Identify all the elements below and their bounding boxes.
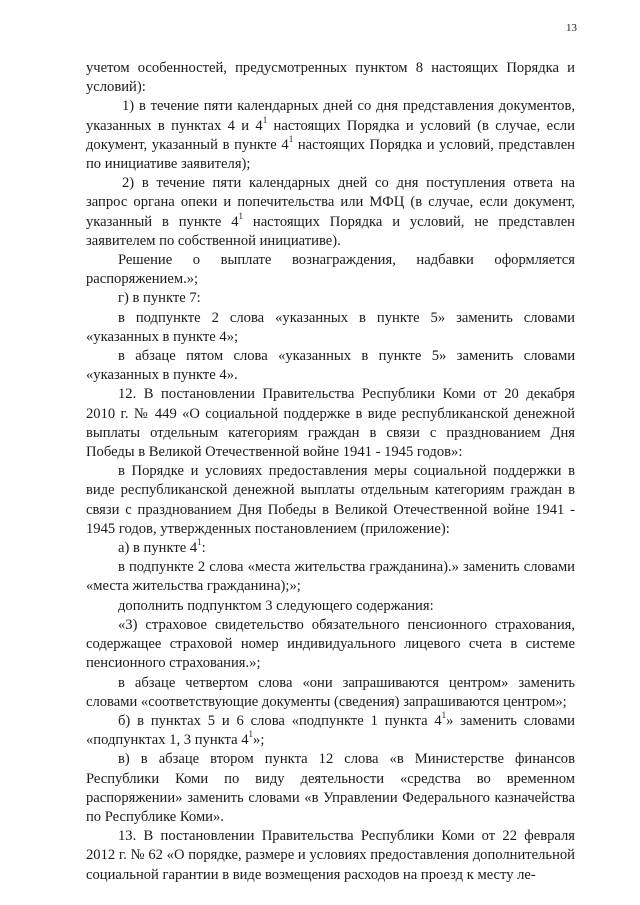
superscript: 1 (288, 133, 294, 144)
paragraph (86, 597, 575, 616)
paragraph (86, 97, 575, 174)
paragraph-text: в подпункте 2 слова «указанных в пункте 5» заменить словами «указанных в пункте 4»; (86, 309, 575, 345)
paragraph-text: б) в пунктах 5 и 6 слова «подпункте 1 пункта 4 (118, 712, 442, 729)
paragraph (86, 558, 575, 596)
superscript: 1 (197, 537, 202, 548)
paragraph-text: 2) в течение пяти календарных дней со дня поступления ответа на запрос органа опеки и попечительства или МФЦ (в случае, если документ, указанный в пункте 4 (86, 175, 575, 230)
paragraph (86, 616, 575, 674)
paragraph-text: » заменить словами «подпунктах 1, 3 пункта 4 (86, 712, 575, 749)
paragraph-text: 1) в течение пяти календарных дней со дня представления документов, указанных в пунктах 4 и 4 (86, 98, 575, 134)
paragraph-text: а) в пункте 4 (118, 540, 198, 557)
paragraph-text: учетом особенностей, предусмотренных пунктом 8 настоящих Порядка и условий): (86, 60, 575, 96)
paragraph (86, 59, 575, 97)
paragraph (86, 462, 575, 539)
paragraph-text: 13. В постановлении Правительства Республики Коми от 22 февраля 2012 г. № 62 «О порядке, размере и условиях предоставления дополнительной социальной гарантии в виде возмещения расходов на проезд к месту ле- (86, 828, 575, 883)
paragraph-text: в абзаце пятом слова «указанных в пункте 5» заменить словами «указанных в пункте 4». (86, 348, 575, 384)
paragraph (86, 674, 575, 712)
superscript: 1 (441, 710, 447, 721)
paragraph (86, 385, 575, 462)
page-number: 13 (566, 22, 577, 34)
paragraph-text: «3) страховое свидетельство обязательного пенсионного страхования, содержащее страховой номер индивидуального лицевого счета в системе пенсионного страхования.»; (86, 616, 575, 672)
paragraph-text: в абзаце четвертом слова «они запрашиваются центром» заменить словами «соответствующие документы (сведения) запрашиваются центром»; (86, 674, 575, 710)
superscript: 1 (248, 729, 254, 740)
paragraph-text: дополнить подпунктом 3 следующего содержания: (118, 597, 434, 614)
paragraph-text: »; (253, 732, 265, 749)
document-body (86, 59, 575, 885)
paragraph (86, 712, 575, 750)
paragraph-text: настоящих Порядка и условий (в случае, если документ, указанный в пункте 4 (86, 117, 575, 153)
paragraph-text: : (201, 540, 206, 557)
paragraph (86, 347, 575, 385)
paragraph-text: в) в абзаце втором пункта 12 слова «в Министерстве финансов Республики Коми по виду деятельности «средства во временном распоряжении» заменить словами «в Управлении Федерального казначейства по Республике Коми». (86, 751, 575, 825)
paragraph-text: в Порядке и условиях предоставления меры социальной поддержки в виде республиканской денежной выплаты отдельным категориям граждан в связи с празднованием Дня Победы в Великой Отечественной войне 1941 - 1945 годов, утвержденных постановлением (приложение): (86, 463, 575, 537)
superscript: 1 (238, 210, 244, 221)
paragraph (86, 251, 575, 289)
paragraph-text: в подпункте 2 слова «места жительства гражданина).» заменить словами «места жительства гражданина);»; (86, 559, 575, 595)
paragraph (86, 539, 575, 558)
paragraph-text: Решение о выплате вознаграждения, надбавки оформляется распоряжением.»; (86, 252, 575, 288)
superscript: 1 (262, 114, 268, 125)
paragraph-text: настоящих Порядка и условий, не представлен заявителем по собственной инициативе). (86, 213, 575, 249)
paragraph (86, 309, 575, 347)
paragraph (86, 827, 575, 885)
paragraph (86, 289, 575, 308)
paragraph (86, 750, 575, 827)
paragraph-text: г) в пункте 7: (118, 290, 201, 307)
paragraph (86, 174, 575, 251)
paragraph-text: настоящих Порядка и условий, представлен по инициативе заявителя); (86, 136, 575, 173)
paragraph-text: 12. В постановлении Правительства Республики Коми от 20 декабря 2010 г. № 449 «О социальной поддержке в виде республиканской денежной выплаты отдельным категориям граждан в связи с празднованием Дня Победы в Великой Отечественной войне 1941 - 1945 годов»: (86, 386, 575, 461)
